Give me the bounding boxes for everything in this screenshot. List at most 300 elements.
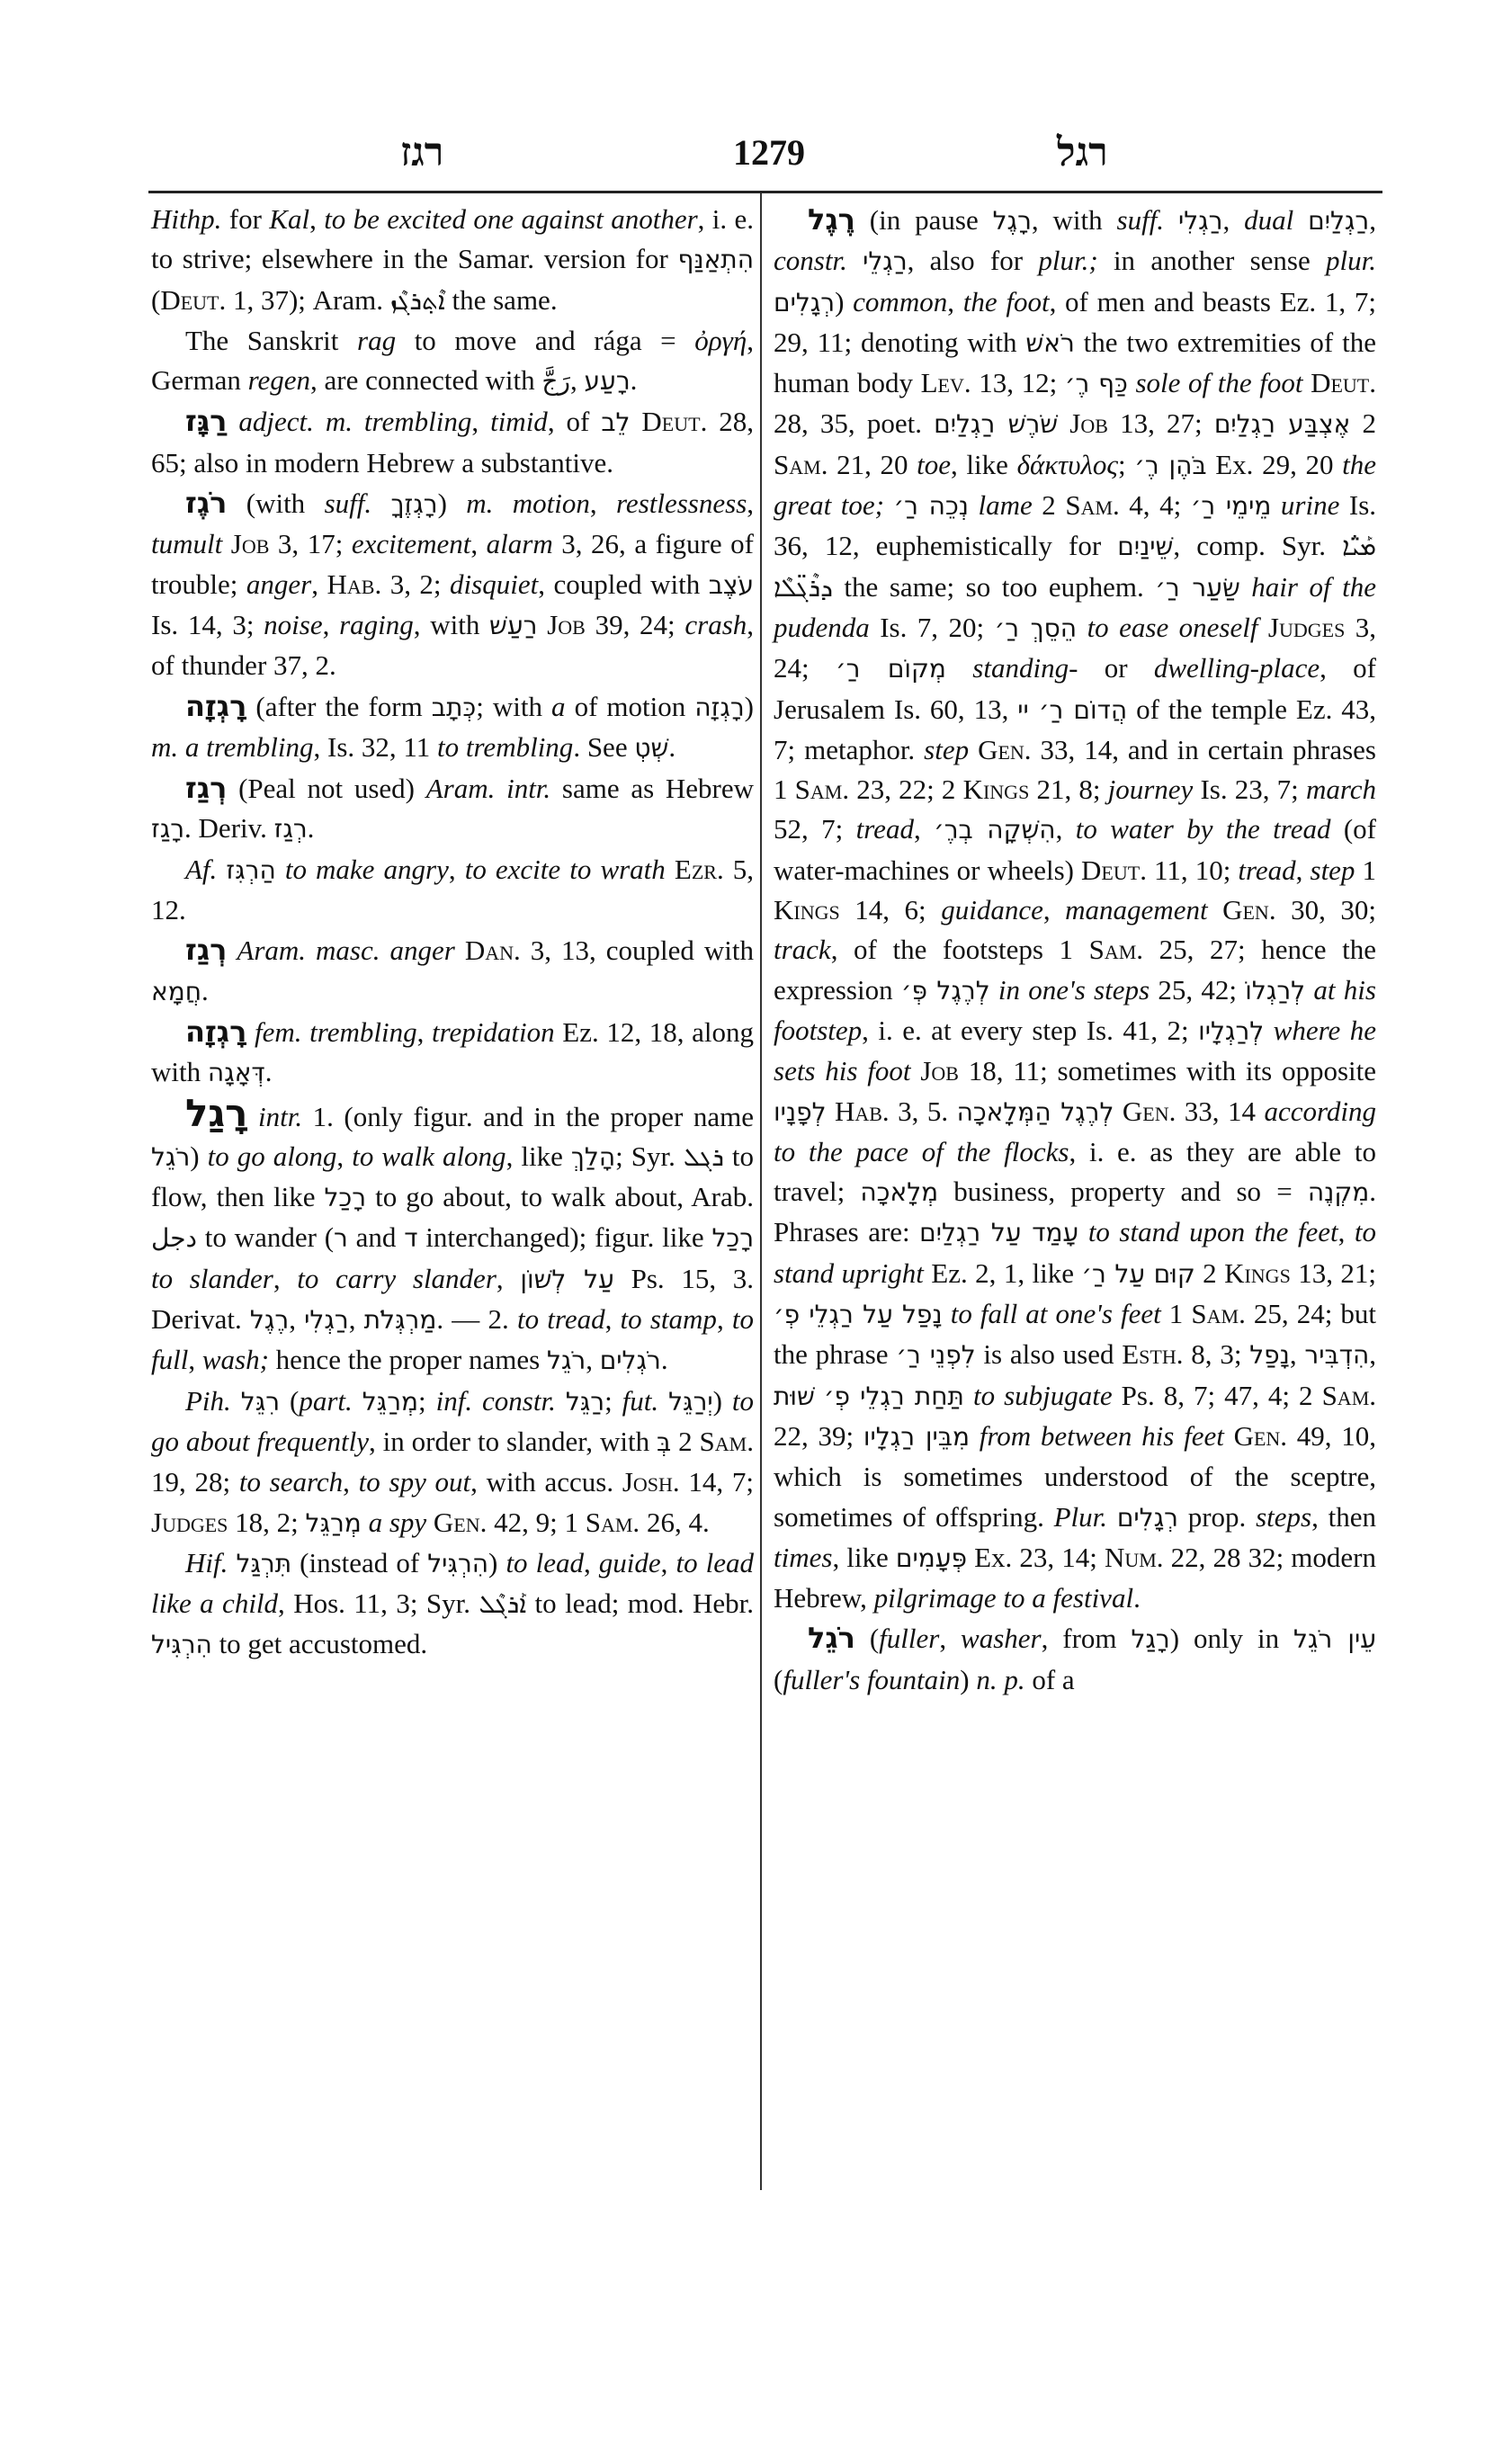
italic-gloss: guidance <box>941 894 1043 926</box>
text-segment: . Deriv. <box>184 812 274 845</box>
text-segment: to go about, to walk about, Arab. <box>366 1181 754 1213</box>
italic-gloss: anger <box>246 568 312 600</box>
italic-gloss: fut. <box>622 1384 659 1417</box>
text-segment: of the temple Ez. 43, 7; metaphor. <box>774 693 1376 765</box>
hebrew-word: הֲדוֹם רַ׳ יי <box>1017 694 1128 725</box>
italic-gloss: journey <box>1107 773 1194 806</box>
italic-gloss: the great toe; <box>774 448 1377 522</box>
italic-gloss: Aram. masc. anger <box>237 934 455 967</box>
text-segment: , <box>1295 854 1311 886</box>
text-segment: , <box>448 853 465 885</box>
text-segment: , coupled with <box>538 568 709 600</box>
text-segment <box>1305 974 1313 1006</box>
italic-gloss: inf. constr. <box>435 1384 556 1417</box>
dictionary-entry-regaz-noun <box>151 930 754 1012</box>
left-column <box>151 200 754 1666</box>
hebrew-word: ר <box>334 1223 348 1254</box>
text-segment: prop. <box>1177 1500 1257 1533</box>
book-reference: Hab. <box>327 568 382 600</box>
text-segment: , with accus. <box>470 1466 622 1498</box>
book-reference: Ezr. <box>674 853 724 885</box>
text-segment: , then <box>1311 1500 1376 1533</box>
italic-gloss: dual <box>1244 204 1294 236</box>
italic-gloss: Hithp. <box>151 203 222 235</box>
hebrew-word: כַּף רֶ׳ <box>1064 369 1128 399</box>
text-segment: , <box>939 1623 962 1655</box>
text-segment: to flow, then like <box>151 1140 754 1213</box>
hebrew-word: רָכַל <box>324 1183 367 1213</box>
book-reference: Dan. <box>464 934 521 967</box>
text-segment: the two extremities of the human body <box>774 326 1377 399</box>
text-segment: (with <box>227 487 325 520</box>
text-segment <box>247 1101 258 1132</box>
book-reference: Deut. <box>641 406 708 438</box>
hebrew-word: עֹצֶב <box>708 569 755 600</box>
italic-gloss: at his footstep <box>774 973 1376 1046</box>
italic-gloss: ὀργή <box>694 324 747 356</box>
cognate-word: رَجَّ <box>541 366 570 397</box>
text-segment: is also used <box>975 1338 1123 1371</box>
text-segment: to move and rága = <box>396 324 695 356</box>
text-segment: 28, 65; also in modern Hebrew a substantive. <box>151 406 755 478</box>
italic-gloss: in one's steps <box>998 973 1150 1006</box>
italic-gloss: intr. <box>257 1100 303 1132</box>
text-segment <box>827 1095 835 1127</box>
text-segment <box>538 609 548 640</box>
headword: רֹגֵל <box>808 1621 855 1656</box>
dictionary-entry-hithp <box>151 200 754 321</box>
text-segment: (of water-machines or wheels) <box>774 813 1376 886</box>
dictionary-entry-regaz-aram <box>151 768 754 850</box>
italic-gloss: Aram. intr. <box>425 773 551 805</box>
italic-gloss: regen <box>247 364 311 397</box>
book-reference: Sam. <box>699 1425 754 1457</box>
text-segment: , with <box>413 608 490 640</box>
hebrew-word: לְרֶגֶל הַמְּלָאכָה <box>956 1096 1114 1127</box>
text-segment <box>1224 1420 1234 1452</box>
italic-gloss: excitement <box>351 528 471 560</box>
text-segment: , <box>309 203 325 235</box>
italic-gloss: Plur. <box>1053 1500 1108 1533</box>
italic-gloss: step <box>924 733 970 765</box>
text-segment: ) <box>437 487 467 520</box>
hebrew-word: רָגַז <box>151 814 185 845</box>
book-reference: Sam. <box>1321 1379 1377 1411</box>
hebrew-word: לֵב <box>601 407 631 438</box>
text-segment: ; <box>604 1384 622 1417</box>
italic-gloss: Hif. <box>185 1546 228 1578</box>
text-segment: , <box>589 487 617 520</box>
dictionary-entry-rogzah <box>151 686 754 769</box>
text-segment: , <box>471 406 491 438</box>
book-reference: Sam. <box>794 773 850 806</box>
text-segment <box>990 974 998 1006</box>
text-segment: . <box>1133 1582 1141 1614</box>
text-segment: , <box>470 528 487 560</box>
hebrew-word: רְגָלִים <box>1116 1502 1178 1533</box>
text-segment: 2 <box>1194 1256 1225 1289</box>
text-segment: 28, 35, poet. <box>774 407 935 440</box>
text-segment: , <box>747 487 755 520</box>
italic-gloss: dwelling-place <box>1153 652 1320 684</box>
hebrew-word: מְלָאכָה <box>860 1177 939 1208</box>
hebrew-word: רָעַע <box>584 366 631 397</box>
book-reference: Kings <box>774 894 840 926</box>
italic-gloss: lame <box>978 489 1033 522</box>
text-segment: ) <box>712 1384 732 1417</box>
text-segment: hence the proper names <box>268 1344 547 1376</box>
hebrew-word: רֹאשׁ <box>1025 327 1075 358</box>
text-segment: 3, 24; <box>774 611 1377 684</box>
book-reference: Sam. <box>585 1506 640 1538</box>
text-segment: 1 <box>1160 1298 1192 1330</box>
italic-gloss: standing- <box>972 652 1078 684</box>
text-segment: 19, 28; <box>151 1466 239 1498</box>
hebrew-word: לִפְנֵי רַ׳ <box>896 1340 976 1371</box>
text-segment <box>815 1380 824 1411</box>
italic-gloss: washer <box>961 1623 1042 1655</box>
text-segment <box>943 1298 951 1329</box>
hebrew-word: בֹּהֶן רֶ׳ <box>1134 450 1207 480</box>
book-reference: Gen. <box>978 733 1032 765</box>
text-segment: 13, 12; <box>971 367 1065 399</box>
italic-gloss: to make angry <box>284 853 449 885</box>
text-segment: Ex. 29, 20 <box>1206 448 1343 480</box>
text-segment: or <box>1078 652 1154 684</box>
text-segment: 4, 4; <box>1119 489 1191 522</box>
italic-gloss: fuller's fountain <box>783 1663 961 1695</box>
text-segment: Is. 7, 20; <box>869 611 995 643</box>
hebrew-word: רֶגֶל <box>249 1305 290 1336</box>
hebrew-word: אֶצְבַּע רַגְלַיִם <box>1213 409 1351 440</box>
book-reference: Judges <box>1267 611 1346 643</box>
text-segment: , with <box>1031 204 1117 236</box>
hebrew-word: מִבֵּין רַגְלָיו <box>863 1421 970 1452</box>
text-segment: , <box>416 1015 432 1048</box>
book-reference: Job <box>1069 407 1108 440</box>
hebrew-word: נָפַל <box>1249 1340 1290 1371</box>
italic-gloss: m. motion <box>466 487 590 520</box>
text-segment: Ps. 8, 7; 47, 4; 2 <box>1112 1379 1322 1411</box>
italic-gloss: disquiet <box>450 568 539 600</box>
cognate-word: ܐܶܬ݂ܪܓܶܙ <box>389 285 445 316</box>
text-segment: , <box>660 1546 676 1578</box>
text-segment: , i. e. to strive; elsewhere in the Samar. version for <box>151 203 755 275</box>
text-segment <box>371 487 390 519</box>
text-segment <box>1114 1095 1122 1127</box>
dictionary-entry-rogez <box>151 483 754 685</box>
text-segment: Ps. 15, 3. Derivat. <box>151 1262 755 1336</box>
hebrew-word: רְגַז <box>273 814 308 845</box>
italic-gloss: urine <box>1280 489 1340 522</box>
text-segment: 13, 21; <box>1290 1256 1377 1289</box>
italic-gloss: raging <box>339 608 414 640</box>
right-column <box>774 200 1376 1700</box>
book-reference: Kings <box>962 773 1030 806</box>
book-reference: Kings <box>1224 1256 1291 1289</box>
hebrew-word: הִדְבִּיר <box>1304 1340 1370 1371</box>
text-segment: business, property and so = <box>938 1176 1308 1208</box>
text-segment: , <box>1222 204 1245 236</box>
hebrew-word: רַגְלֵי <box>863 246 908 277</box>
header-guide-word-right: רגל <box>1057 130 1108 175</box>
italic-gloss: to stand upright <box>774 1216 1377 1289</box>
text-segment <box>353 1385 362 1417</box>
text-segment: , <box>1042 894 1066 926</box>
text-segment: . <box>630 364 638 397</box>
book-reference: Judges <box>151 1506 228 1538</box>
text-segment: 11, 10; <box>1146 854 1239 886</box>
text-segment: , of Jerusalem Is. 60, 13, <box>774 652 1377 725</box>
italic-gloss: to excite to wrath <box>464 853 666 885</box>
italic-gloss: tread <box>855 813 914 845</box>
italic-gloss: to go about frequently <box>151 1384 755 1457</box>
header-rule <box>148 191 1382 193</box>
italic-gloss: tumult <box>151 528 223 560</box>
hebrew-word: רַגֵּל <box>565 1386 605 1417</box>
hebrew-word: שַׂעַר רַ׳ <box>1155 572 1240 603</box>
italic-gloss: from between his feet <box>979 1419 1224 1452</box>
text-segment: 3, 17; <box>269 528 352 560</box>
italic-gloss: to carry slander <box>297 1262 497 1294</box>
text-segment: 25, 24; but the phrase <box>774 1298 1377 1371</box>
page-header <box>148 126 1381 189</box>
hebrew-word: עָמַד עַל רַגְלַיִם <box>919 1218 1079 1248</box>
italic-gloss: steps <box>1256 1500 1312 1533</box>
text-segment <box>217 854 226 885</box>
text-segment: Is. 14, 3; <box>151 608 264 640</box>
italic-gloss: alarm <box>486 528 553 560</box>
text-segment <box>847 245 863 276</box>
text-segment: 42, 9; 1 <box>487 1506 586 1538</box>
text-segment <box>246 1016 255 1048</box>
text-segment: of a <box>1024 1663 1075 1695</box>
hebrew-word: ד <box>404 1223 418 1254</box>
text-segment: and <box>347 1221 405 1254</box>
text-segment: Is. 23, 7; <box>1193 773 1306 806</box>
text-segment: 1 <box>1355 854 1377 886</box>
text-segment: 52, 7; <box>774 813 856 845</box>
italic-gloss: to search <box>238 1466 344 1498</box>
hebrew-word: שֵׁינַיִם <box>1117 532 1174 562</box>
italic-gloss: to be excited one against another <box>324 203 698 235</box>
italic-gloss: m. a trembling <box>151 730 314 763</box>
italic-gloss: times <box>774 1541 833 1573</box>
italic-gloss: rag <box>357 324 397 356</box>
text-segment <box>1240 571 1252 603</box>
hebrew-word: הִרְגִּיל <box>151 1630 212 1660</box>
italic-gloss: tread <box>1238 854 1296 886</box>
text-segment <box>426 1507 434 1538</box>
text-segment: , <box>1289 1338 1305 1371</box>
text-segment: , <box>343 1466 359 1498</box>
text-segment: , <box>583 1546 599 1578</box>
text-segment: The Sanskrit <box>185 324 358 356</box>
text-segment: 26, 4. <box>640 1506 710 1538</box>
text-segment: 1. (only figur. and in the proper name <box>302 1100 754 1132</box>
italic-gloss: management <box>1065 894 1208 926</box>
text-segment <box>964 1380 973 1411</box>
cognate-word: ܐܰܪܓܶܠ <box>479 1589 527 1620</box>
text-segment: , <box>496 1262 521 1294</box>
text-segment: , <box>273 1262 298 1294</box>
italic-gloss: to water by the tread <box>1075 813 1331 845</box>
text-segment: ( <box>774 1663 783 1695</box>
italic-gloss: Af. <box>185 853 218 885</box>
book-reference: Gen. <box>1233 1419 1288 1452</box>
text-segment: . Phrases are: <box>774 1176 1377 1248</box>
text-segment <box>946 652 972 684</box>
text-segment <box>222 528 231 559</box>
hebrew-word: רַגְלִי <box>304 1305 349 1336</box>
text-segment <box>969 734 978 765</box>
text-segment: 18, 11; sometimes with its opposite <box>958 1055 1377 1087</box>
text-segment <box>1058 407 1069 439</box>
text-segment: , <box>336 1140 353 1172</box>
text-segment: , Is. 32, 11 <box>313 730 438 763</box>
italic-gloss: noise <box>264 608 323 640</box>
cognate-word: دجل <box>151 1223 197 1254</box>
text-segment <box>1078 1216 1087 1247</box>
text-segment: 14, 6; <box>839 894 942 926</box>
italic-gloss: to tread <box>516 1303 605 1336</box>
dictionary-entry-ragal-verb <box>151 1090 755 1381</box>
dictionary-entry-af <box>151 850 754 931</box>
book-reference: Gen. <box>433 1506 488 1538</box>
text-segment: 1, 37); Aram. <box>226 283 390 316</box>
italic-gloss: fuller <box>879 1623 940 1655</box>
hebrew-word: רֹגֵל <box>546 1346 586 1376</box>
book-reference: Sam. <box>1065 489 1120 522</box>
book-reference: Hab. <box>834 1095 890 1127</box>
text-segment: , <box>289 1303 305 1336</box>
text-segment: , Hos. 11, 3; Syr. <box>278 1587 479 1620</box>
text-segment: 5, 12. <box>151 853 755 926</box>
hebrew-word: מְרַגֵּל <box>305 1507 362 1538</box>
hebrew-word: רַגְלִי <box>1177 206 1223 236</box>
text-segment: ) <box>835 285 854 317</box>
text-segment: 3, 2; <box>381 568 451 600</box>
hebrew-word: רָגְזָה <box>694 692 745 722</box>
text-segment: . See <box>573 730 635 763</box>
text-segment: 14, 7; <box>679 1466 754 1498</box>
hebrew-word: הָלַךְ <box>570 1141 616 1172</box>
text-segment: 25, 27; hence the expression <box>774 934 1376 1006</box>
text-segment: Ex. 23, 14; <box>967 1541 1105 1573</box>
text-segment: the same; so too euphem. <box>832 570 1156 603</box>
text-segment: , like <box>505 1140 571 1172</box>
hebrew-word: חֲמָא <box>151 976 202 1006</box>
text-segment: , <box>913 813 935 845</box>
text-segment: in another sense <box>1097 245 1326 277</box>
italic-gloss: constr. <box>774 245 847 277</box>
italic-gloss: toe <box>917 448 952 480</box>
text-segment: same as Hebrew <box>550 773 754 805</box>
text-segment <box>1257 612 1267 643</box>
text-segment: 21, 8; <box>1029 773 1108 806</box>
column-divider <box>760 193 762 2190</box>
italic-gloss: to trembling <box>437 730 574 763</box>
hebrew-word: רֹגֵל <box>151 1141 191 1172</box>
italic-gloss: Kal <box>269 203 310 235</box>
headword: רָגְזָה <box>185 688 247 723</box>
hebrew-word: רְגָלִים <box>774 287 836 317</box>
text-segment: 2 <box>671 1425 700 1457</box>
italic-gloss: δάκτυλος <box>1016 448 1118 480</box>
text-segment: , <box>348 1303 364 1336</box>
hebrew-word: מֵימֵי רַ׳ <box>1190 491 1272 522</box>
book-reference: Sam. <box>1088 934 1144 966</box>
text-segment <box>1107 1501 1117 1533</box>
book-reference: Job <box>920 1055 959 1087</box>
italic-gloss: plur.; <box>1038 245 1098 277</box>
hebrew-word: יְרַגֵּל <box>668 1386 713 1417</box>
italic-gloss: hair of the pudenda <box>774 570 1376 643</box>
book-reference: Josh. <box>622 1466 680 1498</box>
text-segment: , i. e. at every step Is. 41, 2; <box>862 1014 1199 1046</box>
book-reference: Deut. <box>160 283 227 316</box>
hebrew-word: הֵסֵךְ רַ׳ <box>994 612 1078 643</box>
text-segment: , <box>1369 1338 1377 1371</box>
hebrew-word: תִּרְגַּל <box>236 1548 292 1578</box>
hebrew-word: הִתְאַנַּף <box>677 245 754 275</box>
text-segment: , <box>716 1303 732 1336</box>
italic-gloss: sole of the foot <box>1135 367 1303 399</box>
text-segment <box>630 406 641 437</box>
text-segment: ) only in <box>1169 1623 1293 1655</box>
italic-gloss: to stamp <box>620 1303 717 1336</box>
book-reference: Sam. <box>1191 1298 1246 1330</box>
italic-gloss: to slander <box>151 1262 273 1294</box>
text-segment: 30, 30; <box>1275 894 1377 926</box>
text-segment <box>455 934 465 966</box>
hebrew-word: רָגְזֶךָ <box>390 489 438 520</box>
text-segment: ; <box>418 1384 436 1417</box>
text-segment <box>884 489 894 521</box>
italic-gloss: common <box>853 285 948 317</box>
text-segment: (instead of <box>291 1546 428 1578</box>
italic-gloss: trepidation <box>431 1015 555 1048</box>
hebrew-word: שֹׁרֶשׁ רַגְלַיִם <box>934 409 1059 440</box>
text-segment: ) <box>744 690 754 722</box>
text-segment: to get accustomed. <box>211 1628 428 1660</box>
text-segment: , of <box>547 406 602 438</box>
text-segment: Ez. 2, 1, like <box>923 1256 1082 1289</box>
hebrew-word: לְרַגְלוֹ <box>1245 975 1306 1006</box>
text-segment: to wander ( <box>196 1221 335 1254</box>
hebrew-word: עֵין רֹגֵל <box>1293 1624 1377 1655</box>
hebrew-word: פְּעָמִים <box>895 1542 968 1573</box>
dictionary-entry-ragaz-adj <box>151 401 754 483</box>
text-segment: , <box>570 364 585 397</box>
text-segment: . <box>201 974 209 1006</box>
dictionary-entry-rogzah-fem <box>151 1012 754 1094</box>
text-segment: 3, 13, coupled with <box>520 934 755 967</box>
hebrew-word: הִשְׁקָה בְרֶ׳ <box>934 815 1056 845</box>
text-segment: , <box>1055 813 1076 845</box>
text-segment: 21, 20 <box>828 448 917 480</box>
hebrew-word: רִגֵּל <box>240 1386 281 1417</box>
italic-gloss: crash <box>684 608 747 640</box>
text-segment <box>1208 894 1223 925</box>
hebrew-word: לְרֶגֶל פְּ׳ <box>900 975 990 1006</box>
text-segment <box>1164 204 1178 236</box>
text-segment: , <box>604 1303 621 1336</box>
text-segment: 3, 5. <box>889 1095 957 1127</box>
italic-gloss: guide <box>598 1546 661 1578</box>
italic-gloss: step <box>1310 854 1355 886</box>
page-number: 1279 <box>733 132 805 173</box>
